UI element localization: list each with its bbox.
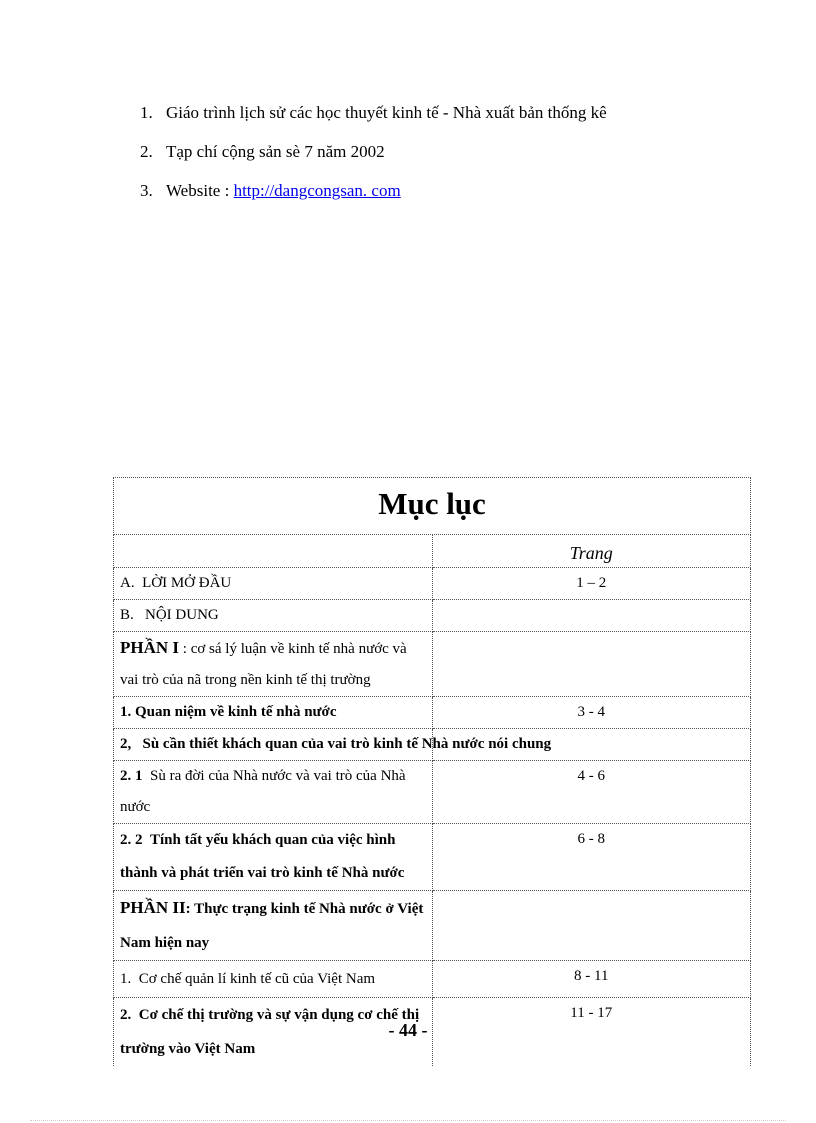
toc-page	[432, 600, 751, 632]
toc-row	[114, 824, 751, 891]
toc-label: A.	[120, 575, 135, 591]
reference-text: Giáo trình lịch sử các học thuyết kinh tế - Nhà xuất bản thống kê	[166, 103, 607, 122]
toc-title: Mục lục	[114, 478, 751, 535]
toc-label: PHẦN II	[120, 898, 186, 917]
toc-label: PHẦN I	[120, 638, 180, 657]
toc-page: 6 - 8	[432, 824, 751, 891]
toc-text: 2, Sù cần thiết khách quan của vai trò kinh tế Nhà nước nói chung	[114, 729, 433, 761]
reference-text: Tạp chí cộng sản sè 7 năm 2002	[166, 142, 385, 161]
toc-page-header: Trang	[432, 535, 751, 568]
toc-row	[114, 697, 751, 729]
table-of-contents	[113, 477, 751, 1066]
reference-number: 2.	[140, 142, 153, 161]
toc-page: 1 – 2	[432, 568, 751, 600]
toc-page: 3 - 4	[432, 697, 751, 729]
toc-header-blank	[114, 535, 433, 568]
toc-label: B.	[120, 607, 134, 623]
toc-row	[114, 961, 751, 998]
reference-number: 1.	[140, 103, 153, 122]
reference-item	[140, 100, 607, 139]
toc-page	[432, 632, 751, 697]
toc-text: Cơ chế quản lí kinh tế cũ của Việt Nam	[138, 971, 376, 987]
toc-text: : Thực trạng kinh tế Nhà nước ở Việt Nam hiện nay	[120, 901, 424, 951]
toc-label: 2. 1	[120, 768, 143, 784]
toc-row	[114, 891, 751, 961]
toc-text: NỘI DUNG	[145, 607, 219, 623]
reference-item	[140, 139, 607, 178]
toc-text: Cơ chế thị trường và sự vận dụng cơ chế thị trường vào Việt Nam	[120, 1007, 420, 1057]
toc-label: 1.	[120, 971, 132, 987]
reference-item	[140, 178, 607, 217]
reference-number: 3.	[140, 181, 153, 200]
toc-page: 11 - 17	[432, 998, 751, 1067]
toc-text: LỜI MỞ ĐẦU	[142, 575, 232, 591]
page-number: - 44 -	[388, 1020, 428, 1040]
reference-list	[140, 100, 607, 217]
toc-text: 1. Quan niệm về kinh tế nhà nước	[114, 697, 433, 729]
toc-label: 2. 2	[120, 832, 143, 848]
toc-page: 8 - 11	[432, 961, 751, 998]
toc-row	[114, 729, 751, 761]
toc-row	[114, 632, 751, 697]
toc-text: Tính tất yếu khách quan của việc hình thành và phát triển vai trò kinh tế Nhà nước	[120, 832, 405, 881]
toc-page	[432, 891, 751, 961]
toc-text: : cơ sá lý luận về kinh tế nhà nước và vai trò của nã trong nền kinh tế thị trường	[120, 641, 407, 688]
reference-text: Website :	[166, 181, 234, 200]
toc-row	[114, 600, 751, 632]
page-bottom-divider	[30, 1120, 786, 1121]
toc-label: 2.	[120, 1007, 132, 1023]
website-link[interactable]: http://dangcongsan. com	[233, 181, 401, 200]
toc-page: 4 - 6	[432, 761, 751, 824]
toc-row	[114, 761, 751, 824]
toc-row	[114, 568, 751, 600]
toc-text: Sù ra đời của Nhà nước và vai trò của Nhà nước	[120, 768, 406, 815]
